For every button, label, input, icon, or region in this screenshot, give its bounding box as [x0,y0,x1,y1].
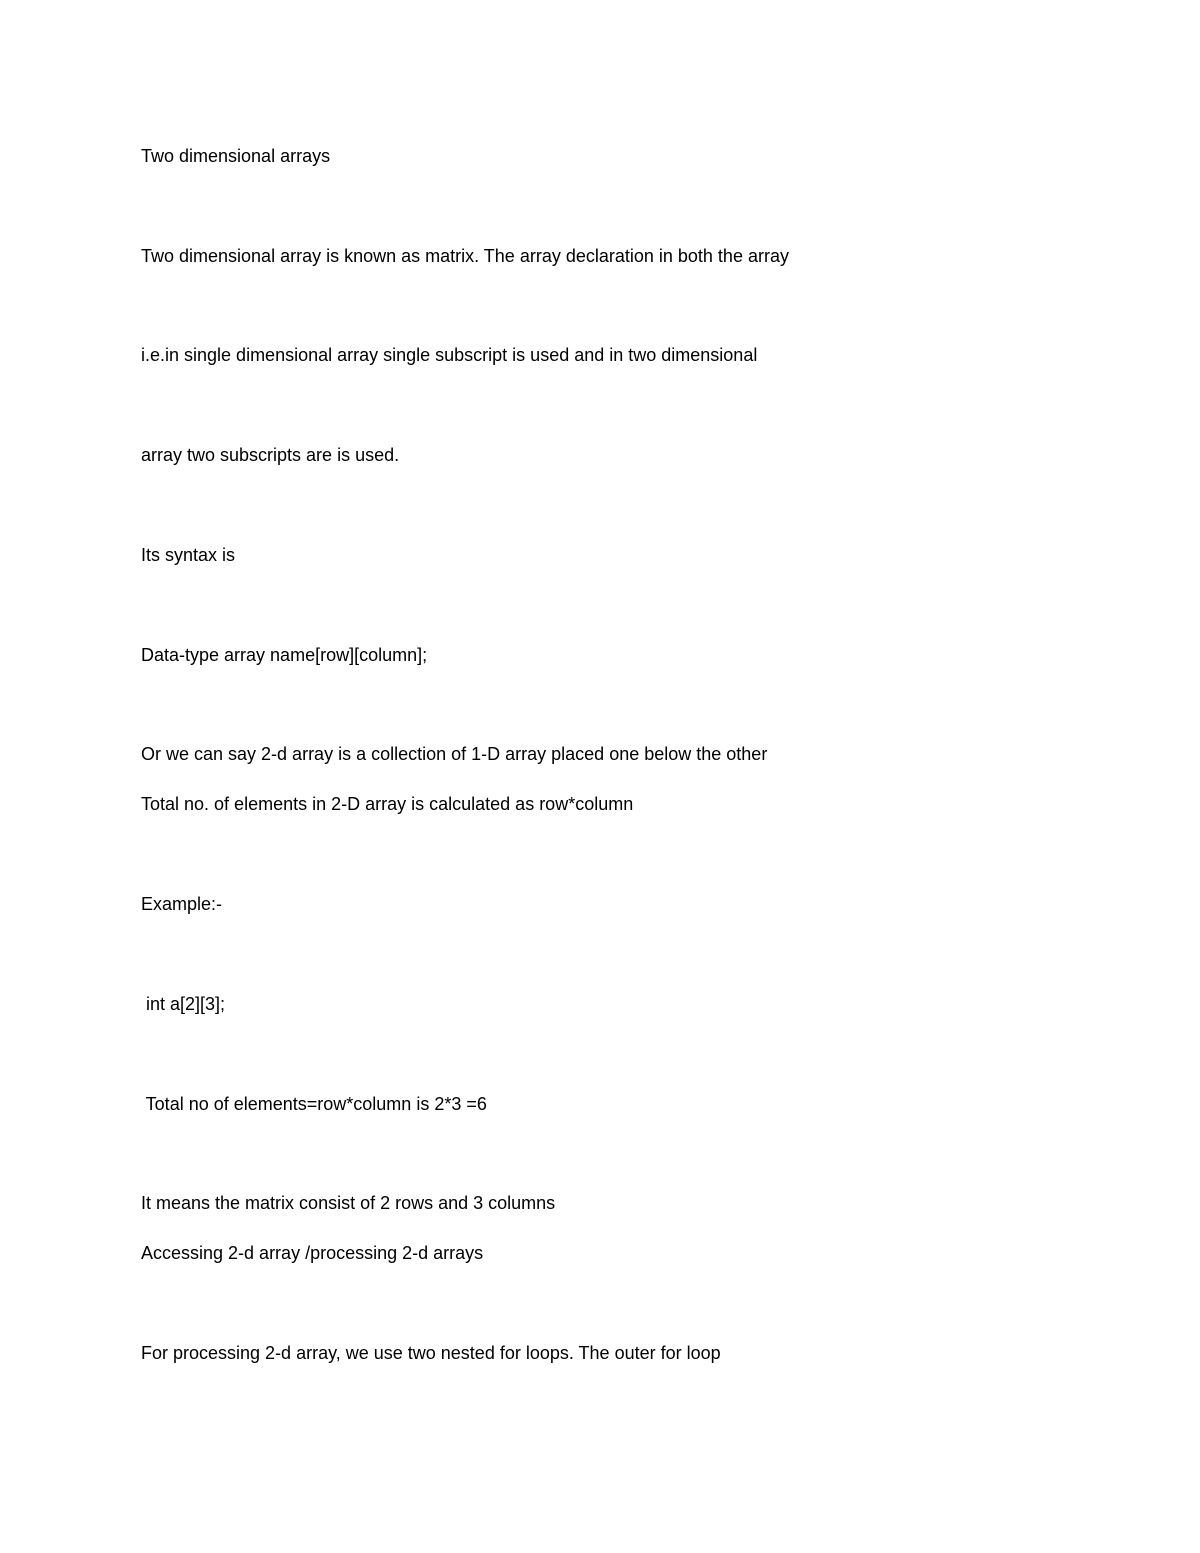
syntax-line: Data-type array name[row][column]; [141,645,428,665]
paragraph-line: Total no. of elements in 2-D array is calculated as row*column [141,794,634,814]
example-heading: Example:- [141,894,223,914]
paragraph-line: i.e.in single dimensional array single subscript is used and in two dimensional [141,345,758,365]
paragraph-line: array two subscripts are is used. [141,445,400,465]
paragraph-line: Two dimensional array is known as matrix. The array declaration in both the array [141,246,789,266]
code-line: int a[2][3]; [141,994,226,1014]
paragraph-line: For processing 2-d array, we use two nested for loops. The outer for loop [141,1343,721,1363]
paragraph-line: Or we can say 2-d array is a collection of 1-D array placed one below the other [141,744,768,764]
paragraph-line: It means the matrix consist of 2 rows and 3 columns [141,1193,556,1213]
paragraph-line: Total no of elements=row*column is 2*3 =6 [141,1094,487,1114]
paragraph-line: Its syntax is [141,545,236,565]
section-heading: Accessing 2-d array /processing 2-d arrays [141,1243,484,1263]
document-title: Two dimensional arrays [141,146,331,166]
